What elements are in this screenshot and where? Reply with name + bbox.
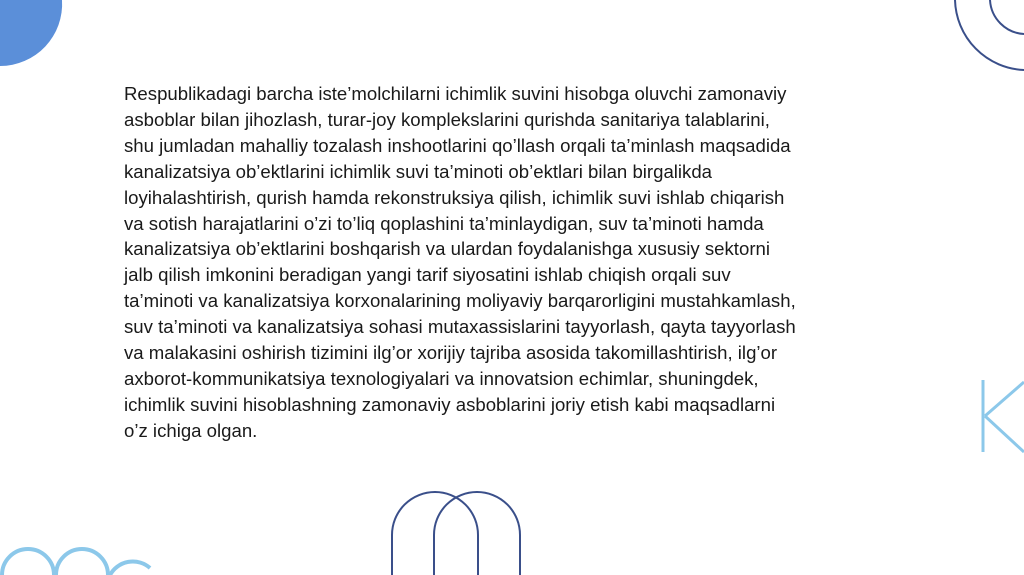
- paragraph-line: asboblar bilan jihozlash, turar-joy komplekslarini qurishda sanitariya talablarini,: [124, 108, 770, 130]
- paragraph-line: ta’minoti va kanalizatsiya korxonalarining moliyaviy barqarorligini mustahkamlash,: [124, 290, 796, 312]
- paragraph-line: Respublikadagi barcha iste’molchilarni ichimlik suvini hisobga oluvchi zamonaviy: [124, 83, 787, 104]
- paragraph-line: va sotish harajatlarini o’zi to’liq qoplashini ta’minlaydigan, suv ta’minoti hamda: [124, 212, 764, 234]
- corner-quarter-circle: [0, 0, 62, 66]
- paragraph-line: o’z ichiga olgan.: [124, 419, 258, 441]
- paragraph-line: jalb qilish imkonini beradigan yangi tarif siyosatini ishlab chiqish orqali suv: [124, 264, 731, 286]
- paragraph-line: axborot-kommunikatsiya texnologiyalari va innovatsion echimlar, shuningdek,: [124, 367, 759, 389]
- paragraph-line: shu jumladan mahalliy tozalash inshootlarini qo’llash orqali ta’minlash maqsadida: [124, 134, 791, 156]
- paragraph-line: loyihalashtirish, qurish hamda rekonstruksiya qilish, ichimlik suvi ishlab chiqarish: [124, 186, 785, 208]
- right-chevron-lines: [983, 380, 1024, 452]
- paragraph-line: ichimlik suvini hisoblashning zamonaviy asboblarini joriy etish kabi maqsadlarni: [124, 393, 776, 415]
- paragraph-line: va malakasini oshirish tizimini ilg’or xorijiy tajriba asosida takomillashtirish, ilg’or: [124, 342, 778, 364]
- paragraph-line: kanalizatsiya ob’ektlarini ichimlik suvi ta’minoti ob’ektlari bilan birgalikda: [124, 160, 713, 182]
- bottom-arches: [392, 492, 520, 575]
- paragraph-line: suv ta’minoti va kanalizatsiya sohasi mutaxassislarini tayyorlash, qayta tayyorlash: [124, 316, 796, 338]
- body-paragraph: [124, 81, 914, 444]
- bottom-left-waves: [2, 549, 150, 575]
- top-right-arcs: [955, 0, 1024, 70]
- paragraph-line: kanalizatsiya ob’ektlarini boshqarish va ulardan foydalanishga xususiy sektorni: [124, 238, 770, 260]
